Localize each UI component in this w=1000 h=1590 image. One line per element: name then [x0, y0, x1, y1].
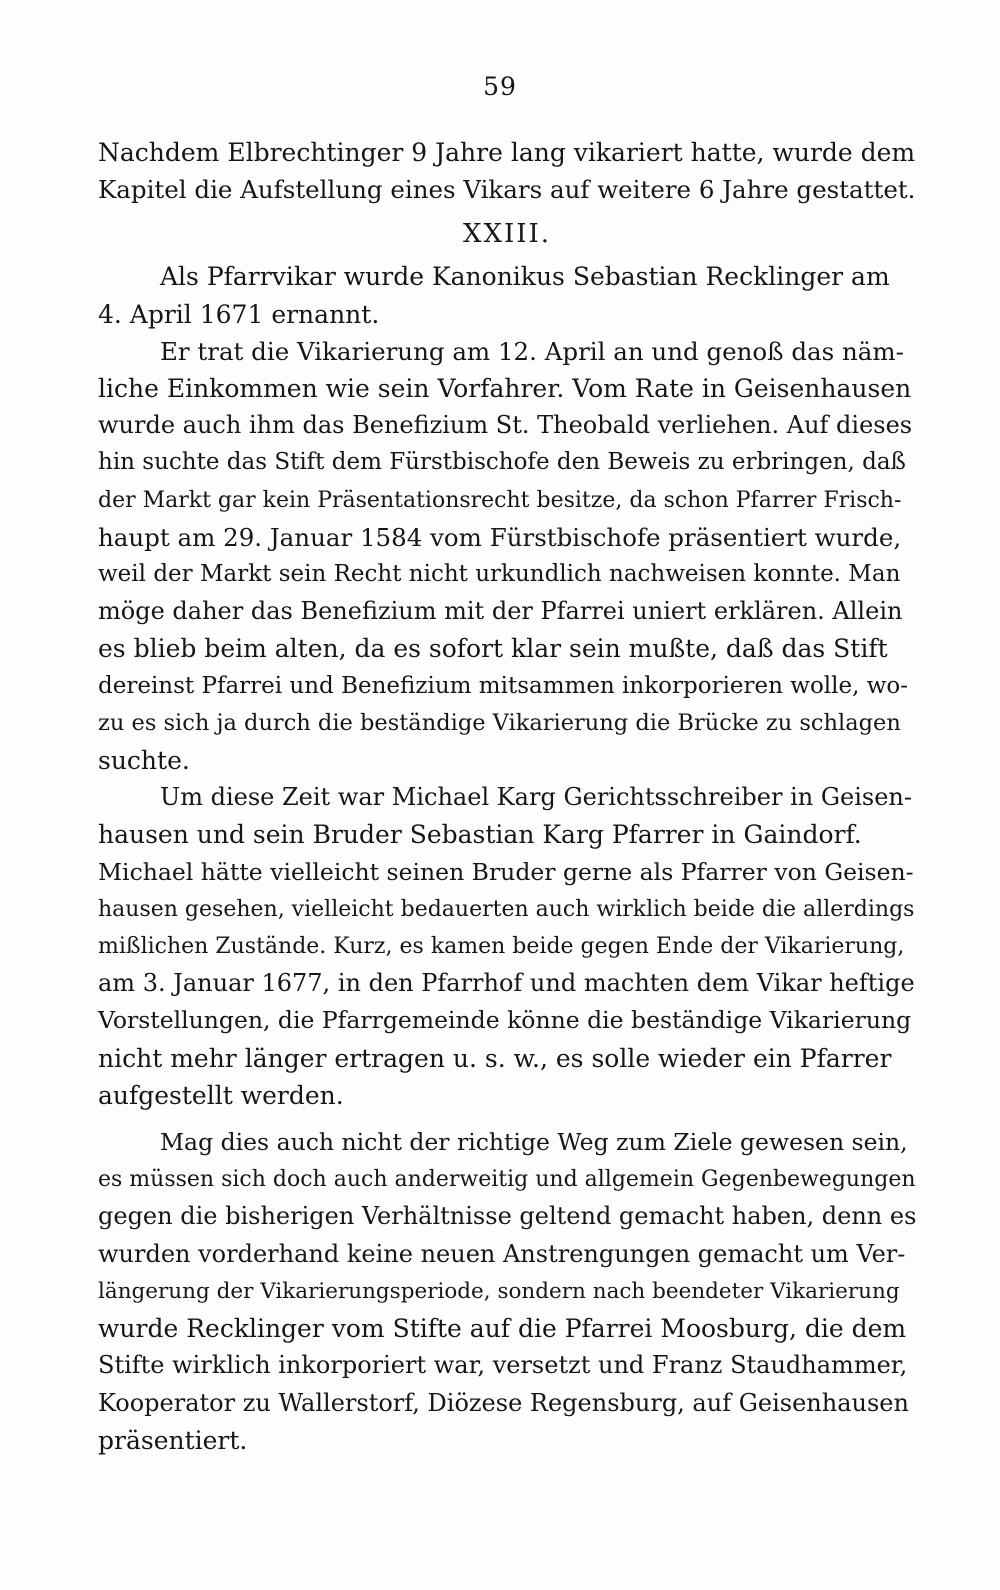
text-line: liche Einkommen wie sein Vorfahrer. Vom Rate in Geisenhausen [98, 374, 912, 404]
text-line: Mag dies auch nicht der richtige Weg zum Ziele gewesen sein, [160, 1128, 908, 1157]
text-line: längerung der Vikarierungsperiode, sondern nach beendeter Vikarierung [98, 1278, 900, 1304]
paragraph-karg [98, 779, 916, 1114]
text-line: es blieb beim alten, da es sofort klar sein mußte, daß das Stift [98, 634, 888, 664]
text-line: weil der Markt sein Recht nicht urkundlich nachweisen konnte. Man [98, 561, 901, 588]
text-line: Nachdem Elbrechtinger 9 Jahre lang vikariert hatte, wurde dem [98, 138, 916, 167]
text-line: Vorstellungen, die Pfarrgemeinde könne die beständige Vikarierung [98, 1006, 912, 1035]
section-heading: XXIII. [462, 219, 552, 250]
text-line: Um diese Zeit war Michael Karg Gerichtsschreiber in Geisen- [160, 783, 912, 812]
page-number: 59 [483, 72, 517, 101]
text-line: zu es sich ja durch die beständige Vikarierung die Brücke zu schlagen [98, 709, 901, 736]
text-line: nicht mehr länger ertragen u. s. w., es solle wieder ein Pfarrer [98, 1043, 892, 1073]
text-line: Er trat die Vikarierung am 12. April an und genoß das näm- [160, 336, 904, 366]
text-line: möge daher das Benefizium mit der Pfarrei uniert erklären. Allein [98, 597, 903, 626]
text-line: gegen die bisherigen Verhältnisse geltend gemacht haben, denn es [98, 1202, 917, 1231]
text-line: präsentiert. [98, 1425, 248, 1455]
text-line: es müssen sich doch auch anderweitig und allgemein Gegenbewegungen [98, 1167, 916, 1193]
text-line: hausen und sein Bruder Sebastian Karg Pfarrer in Gaindorf. [98, 820, 862, 850]
text-line: am 3. Januar 1677, in den Pfarrhof und machten dem Vikar heftige [98, 969, 915, 998]
text-line: wurde auch ihm das Benefizium St. Theobald verliehen. Auf dieses [98, 411, 913, 440]
text-line: wurden vorderhand keine neuen Anstrengungen gemacht um Ver- [98, 1239, 906, 1268]
text-line: haupt am 29. Januar 1584 vom Fürstbischofe präsentiert wurde, [98, 522, 902, 552]
paragraph-vicariate [98, 333, 916, 779]
paragraph-appointment [98, 258, 916, 332]
text-line: Stifte wirklich inkorporiert war, versetzt und Franz Staudhammer, [98, 1351, 908, 1380]
paragraph-gap [98, 1114, 916, 1124]
text-line: mißlichen Zustände. Kurz, es kamen beide gegen Ende der Vikarierung, [98, 934, 905, 960]
text-line: dereinst Pfarrei und Benefizium mitsammen inkorporieren wolle, wo- [98, 672, 909, 699]
text-line: suchte. [98, 746, 190, 776]
text-line: der Markt gar kein Präsentationsrecht besitze, da schon Pfarrer Frisch- [98, 487, 902, 513]
text-line: 4. April 1671 ernannt. [98, 299, 380, 329]
paragraph-intro [98, 134, 916, 208]
paragraph-conclusion [98, 1124, 916, 1459]
text-line: Als Pfarrvikar wurde Kanonikus Sebastian Recklinger am [160, 262, 890, 292]
text-line: hausen gesehen, vielleicht bedauerten auch wirklich beide die allerdings [98, 896, 915, 922]
text-line: wurde Recklinger vom Stifte auf die Pfarrei Moosburg, die dem [98, 1314, 907, 1344]
text-line: hin suchte das Stift dem Fürstbischofe den Beweis zu erbringen, daß [98, 449, 906, 476]
text-line: Kooperator zu Wallerstorf, Diözese Regensburg, auf Geisenhausen [98, 1388, 909, 1417]
text-line: Kapitel die Aufstellung eines Vikars auf weitere 6 Jahre gestattet. [98, 175, 916, 205]
body-text [98, 134, 916, 1459]
text-line: Michael hätte vielleicht seinen Bruder gerne als Pfarrer von Geisen- [98, 857, 914, 886]
text-line: aufgestellt werden. [98, 1080, 344, 1110]
